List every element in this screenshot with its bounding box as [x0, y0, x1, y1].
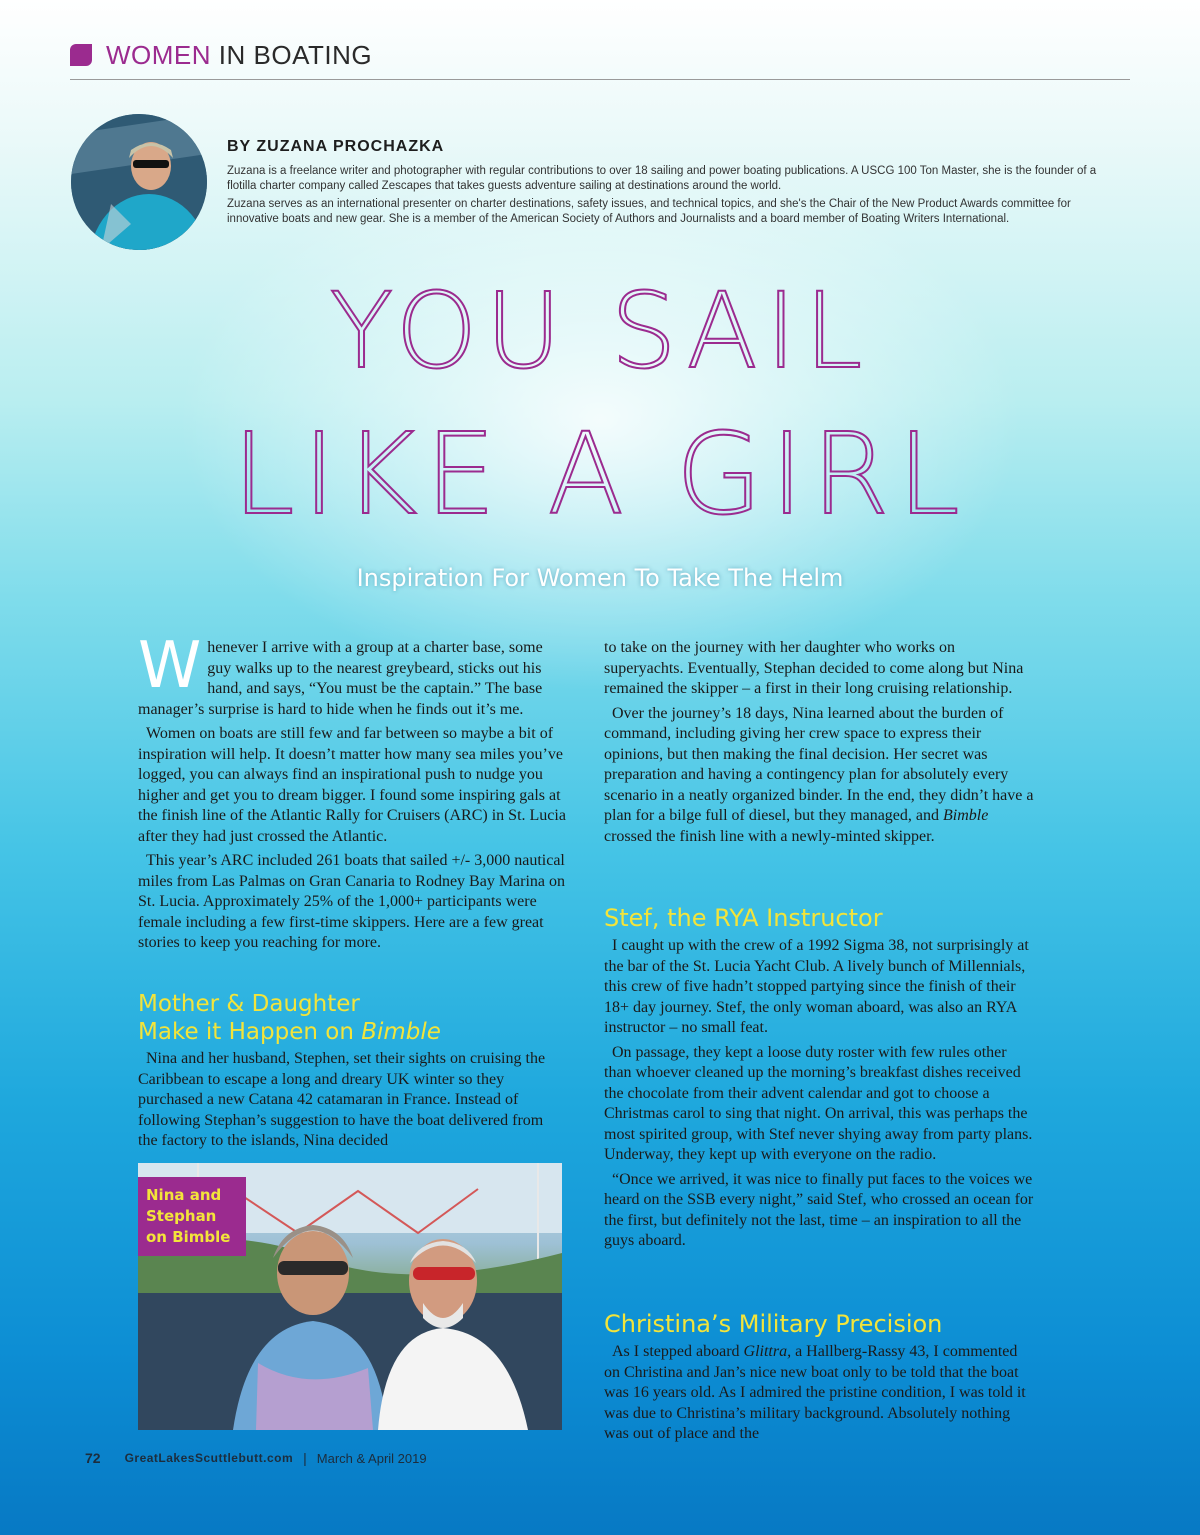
author-byline: BY ZUZANA PROCHAZKA — [227, 138, 445, 155]
section-title — [106, 40, 372, 71]
section-1-paragraph-2-text: Over the journey’s 18 days, Nina learned about the burden of command, including giving her crew space to express their opinions, but then making the final decision. Her secret was preparation and having a contingency plan for absolutely every scenario in a neatly organized binder. In the end, they didn’t have a plan for a bilge full of diesel, but they managed, and — [604, 704, 1034, 824]
headline-line-2: LIKE A GIRL — [232, 410, 968, 540]
subheadline: Inspiration For Women To Take The Helm — [356, 564, 844, 592]
subhead-christina: Christina’s Military Precision — [604, 1310, 943, 1338]
section-2-paragraph-3: “Once we arrived, it was nice to finally put faces to the voices we heard on the SSB every night,” said Stef, who crossed an ocean for the first, but definitely not the last, time – an inspiration to all the guys aboard. — [604, 1170, 1034, 1249]
column-2-middle — [604, 936, 1034, 1252]
column-2-top — [604, 638, 1034, 847]
page-number: 72 — [85, 1450, 101, 1466]
section-title-rest: IN BOATING — [218, 39, 373, 70]
section-3-paragraph-1 — [604, 1342, 1034, 1445]
subhead-stef: Stef, the RYA Instructor — [604, 904, 883, 932]
section-1-paragraph-1: Nina and her husband, Stephen, set their sights on cruising the Caribbean to escape a long and dreary UK winter so they purchased a new Catana 42 catamaran in France. Instead of following Stephan’s suggestion to have the boat delivered from the factory to the islands, Nina decided — [138, 1050, 546, 1149]
subhead-1-boat-name: Bimble — [361, 1019, 441, 1045]
photo-caption — [138, 1177, 246, 1256]
section-1-paragraph-2-end: crossed the finish line with a newly-minted skipper. — [604, 827, 935, 845]
section-2-paragraph-1: I caught up with the crew of a 1992 Sigma 38, not surprisingly at the bar of the St. Lucia Yacht Club. A lively bunch of Millennials, this crew of five hadn’t stopped partying since the finish of their 18+ day journey. Stef, the only woman aboard, was also an RYA instructor – no small feat. — [604, 937, 1029, 1036]
section-3-paragraph-1-text: As I stepped aboard — [612, 1343, 744, 1360]
photo-caption-line-2: Stephan — [146, 1207, 217, 1225]
subhead-mother-daughter — [138, 990, 566, 1046]
subhead-1-line-2 — [138, 1018, 566, 1046]
paragraph-2: Women on boats are still few and far between so maybe a bit of inspiration will help. It doesn’t matter how many sea miles you’ve logged, you can always find an inspirational push to nudge you higher and get you to dream bigger. I found some inspiring gals at the finish line of the Atlantic Rally for Cruisers (ARC) in St. Lucia after they had just crossed the Atlantic. — [138, 725, 566, 845]
column-2-bottom — [604, 1342, 1034, 1445]
section-header — [70, 40, 372, 70]
intro-text: henever I arrive with a group at a charter base, some guy walks up to the nearest greybeard, sticks out his hand, and says, “You must be the captain.” The base manager’s surprise is hard to hide when he finds out it’s me. — [138, 639, 543, 718]
footer-divider: | — [303, 1450, 307, 1466]
header-divider — [70, 79, 1130, 80]
section-2-paragraph-2: On passage, they kept a loose duty roster with few rules other than whoever cleaned up the morning’s breakfast dishes received the chocolate from their advent calendar and got to choose a Christmas carol to sing that night. On arrival, this was perhaps the most spirited group, with Stef never shying away from party plans. Underway, they kept up with everyone on the radio. — [604, 1043, 1033, 1163]
section-1-paragraph-1-continued: to take on the journey with her daughter who works on superyachts. Eventually, Stephan decided to come along but Nina remained the skipper – a first in their long cruising relationship. — [604, 639, 1024, 697]
photo-caption-line-3: on Bimble — [146, 1228, 231, 1246]
author-bio-1: Zuzana is a freelance writer and photographer with regular contributions to over 18 sailing and power boating publications. A USCG 100 Ton Master, she is the founder of a flotilla charter company called Zescapes that takes guests adventure sailing at destinations around the world. — [227, 165, 1097, 192]
subhead-1-line-2-text: Make it Happen on — [138, 1019, 362, 1045]
section-3-paragraph-1-end: a Hallberg-Rassy 43, I commented on Christina and Jan’s nice new boat only to be told that the boat was 16 years old. As I admired the pristine condition, I was told it was due to Christina’s military background. Absolutely nothing was out of place and the — [604, 1343, 1026, 1442]
boat-name-bimble: Bimble — [943, 807, 989, 824]
headline-line-1: YOU SAIL — [329, 270, 871, 392]
page-footer — [85, 1450, 427, 1466]
website-link[interactable]: GreatLakesScuttlebutt.com — [124, 1451, 294, 1465]
section-1-paragraph-2 — [604, 704, 1034, 848]
column-1-top — [138, 629, 566, 954]
section-marker-icon — [70, 44, 92, 66]
subhead-1-line-1: Mother & Daughter — [138, 991, 360, 1017]
boat-name-glittra: Glittra, — [743, 1343, 792, 1360]
section-title-accent: WOMEN — [106, 39, 212, 70]
author-photo — [71, 114, 207, 250]
paragraph-3: This year’s ARC included 261 boats that sailed +/- 3,000 nautical miles from Las Palmas on Gran Canaria to Rodney Bay Marina on St. Lucia. Approximately 25% of the 1,000+ participants were female including a few first-time skippers. Here are a few great stories to keep you reaching for more. — [138, 852, 566, 951]
drop-cap: W — [138, 629, 202, 703]
photo-caption-line-1: Nina and — [146, 1186, 222, 1204]
author-bio-2: Zuzana serves as an international presenter on charter destinations, safety issues, and technical topics, and she's the Chair of the New Product Awards committee for innovative boats and new gear. She is a member of the American Society of Authors and Journalists and a board member of Boating Writers International. — [227, 198, 1071, 225]
author-avatar — [71, 114, 207, 250]
column-1-bottom — [138, 1049, 566, 1152]
issue-date: March & April 2019 — [316, 1450, 427, 1466]
intro-paragraph — [138, 629, 566, 720]
